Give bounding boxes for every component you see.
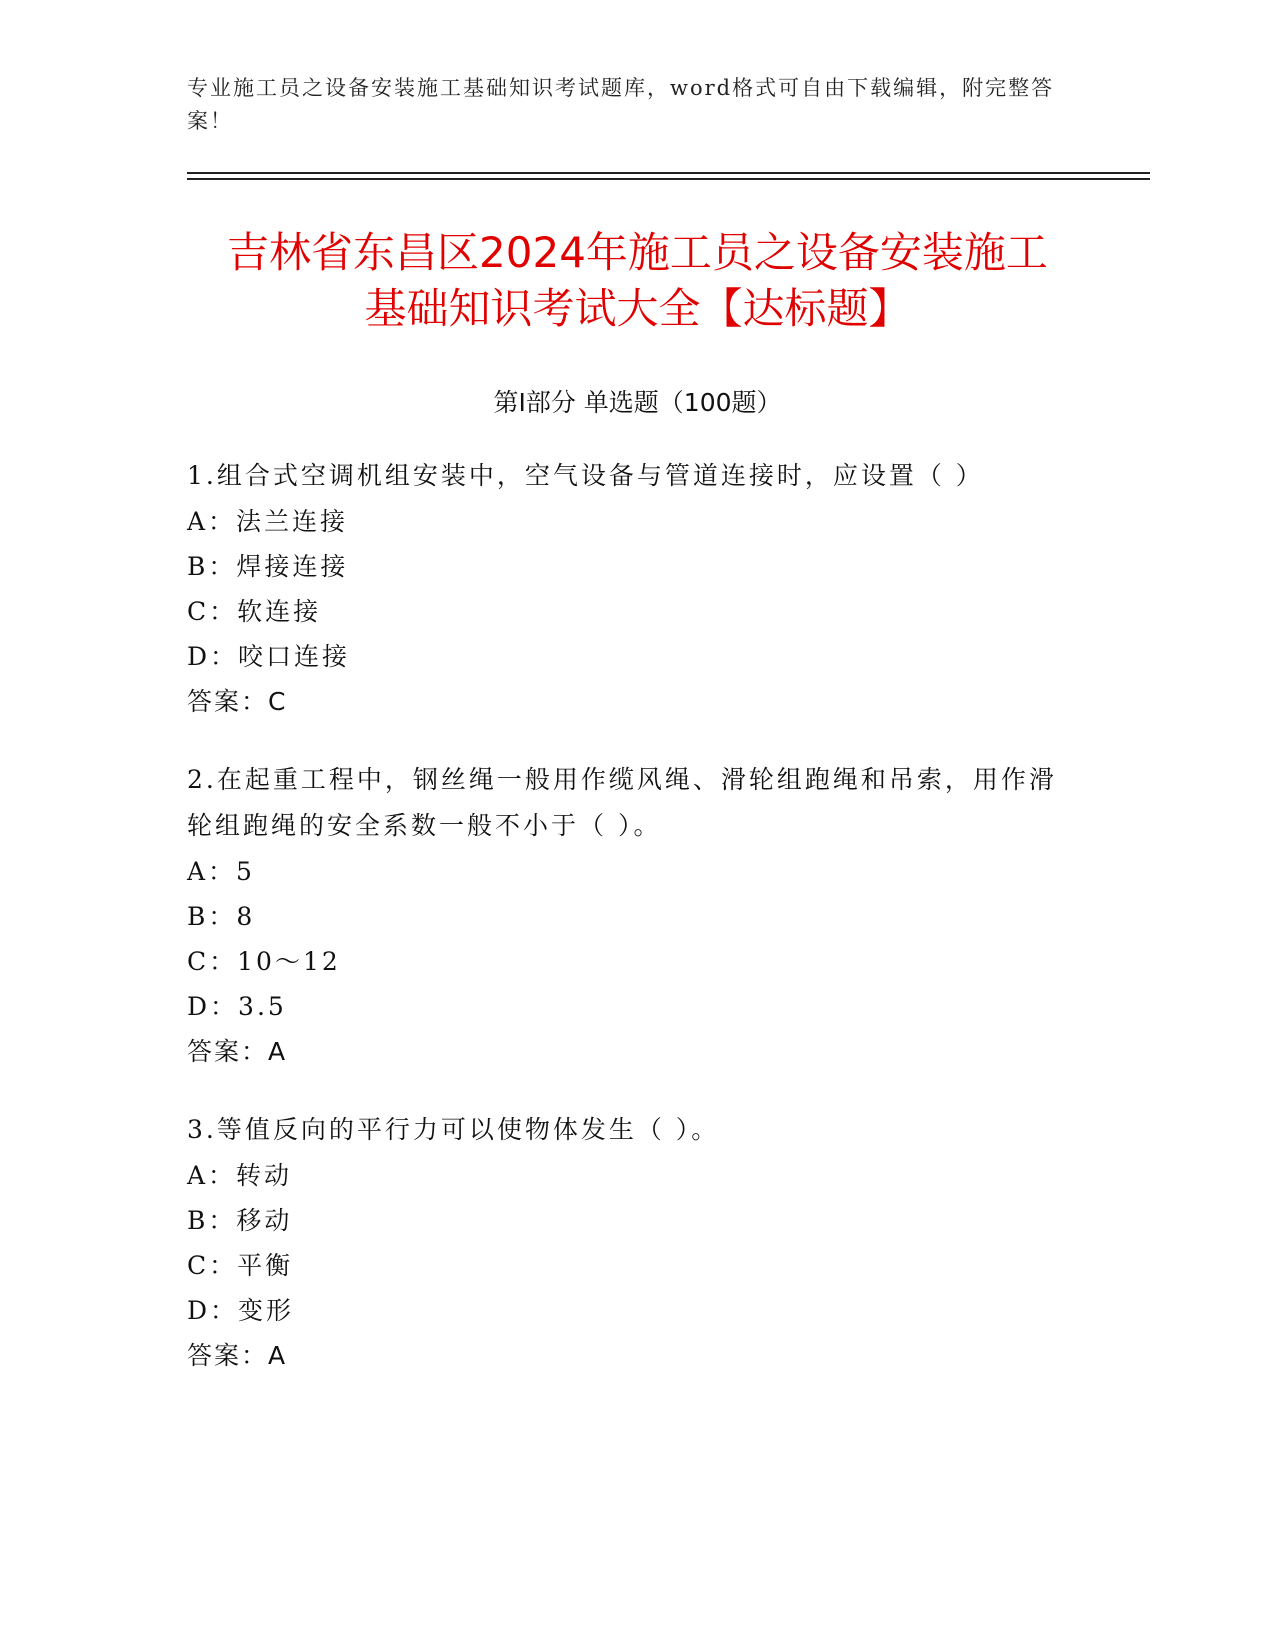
option-a: A：法兰连接: [187, 507, 349, 536]
section-title: 第Ⅰ部分 单选题（100题）: [493, 388, 782, 417]
answer: 答案：C: [187, 687, 288, 716]
header-divider-bottom: [187, 178, 1150, 180]
question-stem: 3.等值反向的平行力可以使物体发生（ ）。: [187, 1115, 720, 1144]
title-line-2: 基础知识考试大全【达标题】: [364, 284, 911, 333]
header-divider-top: [187, 172, 1150, 174]
option-d: D：3.5: [187, 992, 287, 1021]
option-b: B：焊接连接: [187, 552, 349, 581]
option-b: B：8: [187, 902, 256, 931]
document-title: [150, 225, 1125, 337]
question-stem: 1.组合式空调机组安装中，空气设备与管道连接时，应设置（ ）: [187, 461, 984, 490]
answer: 答案：A: [187, 1341, 288, 1370]
header-note: 专业施工员之设备安装施工基础知识考试题库，word格式可自由下载编辑，附完整答案！: [187, 76, 1055, 133]
option-d: D：咬口连接: [187, 642, 351, 671]
question-3: [187, 1107, 1067, 1379]
question-2: [187, 757, 1067, 1075]
option-b: B：移动: [187, 1206, 293, 1235]
option-a: A：转动: [187, 1161, 293, 1190]
question-1: [187, 453, 1067, 725]
answer: 答案：A: [187, 1037, 288, 1066]
question-stem: 2.在起重工程中，钢丝绳一般用作缆风绳、滑轮组跑绳和吊索，用作滑轮组跑绳的安全系数一般不小于（ ）。: [187, 765, 1057, 840]
option-c: C：软连接: [187, 597, 322, 626]
option-c: C：平衡: [187, 1251, 294, 1280]
option-c: C：10～12: [187, 947, 341, 976]
option-d: D：变形: [187, 1296, 295, 1325]
option-a: A：5: [187, 857, 255, 886]
title-line-1: 吉林省东昌区2024年施工员之设备安装施工: [227, 228, 1048, 277]
